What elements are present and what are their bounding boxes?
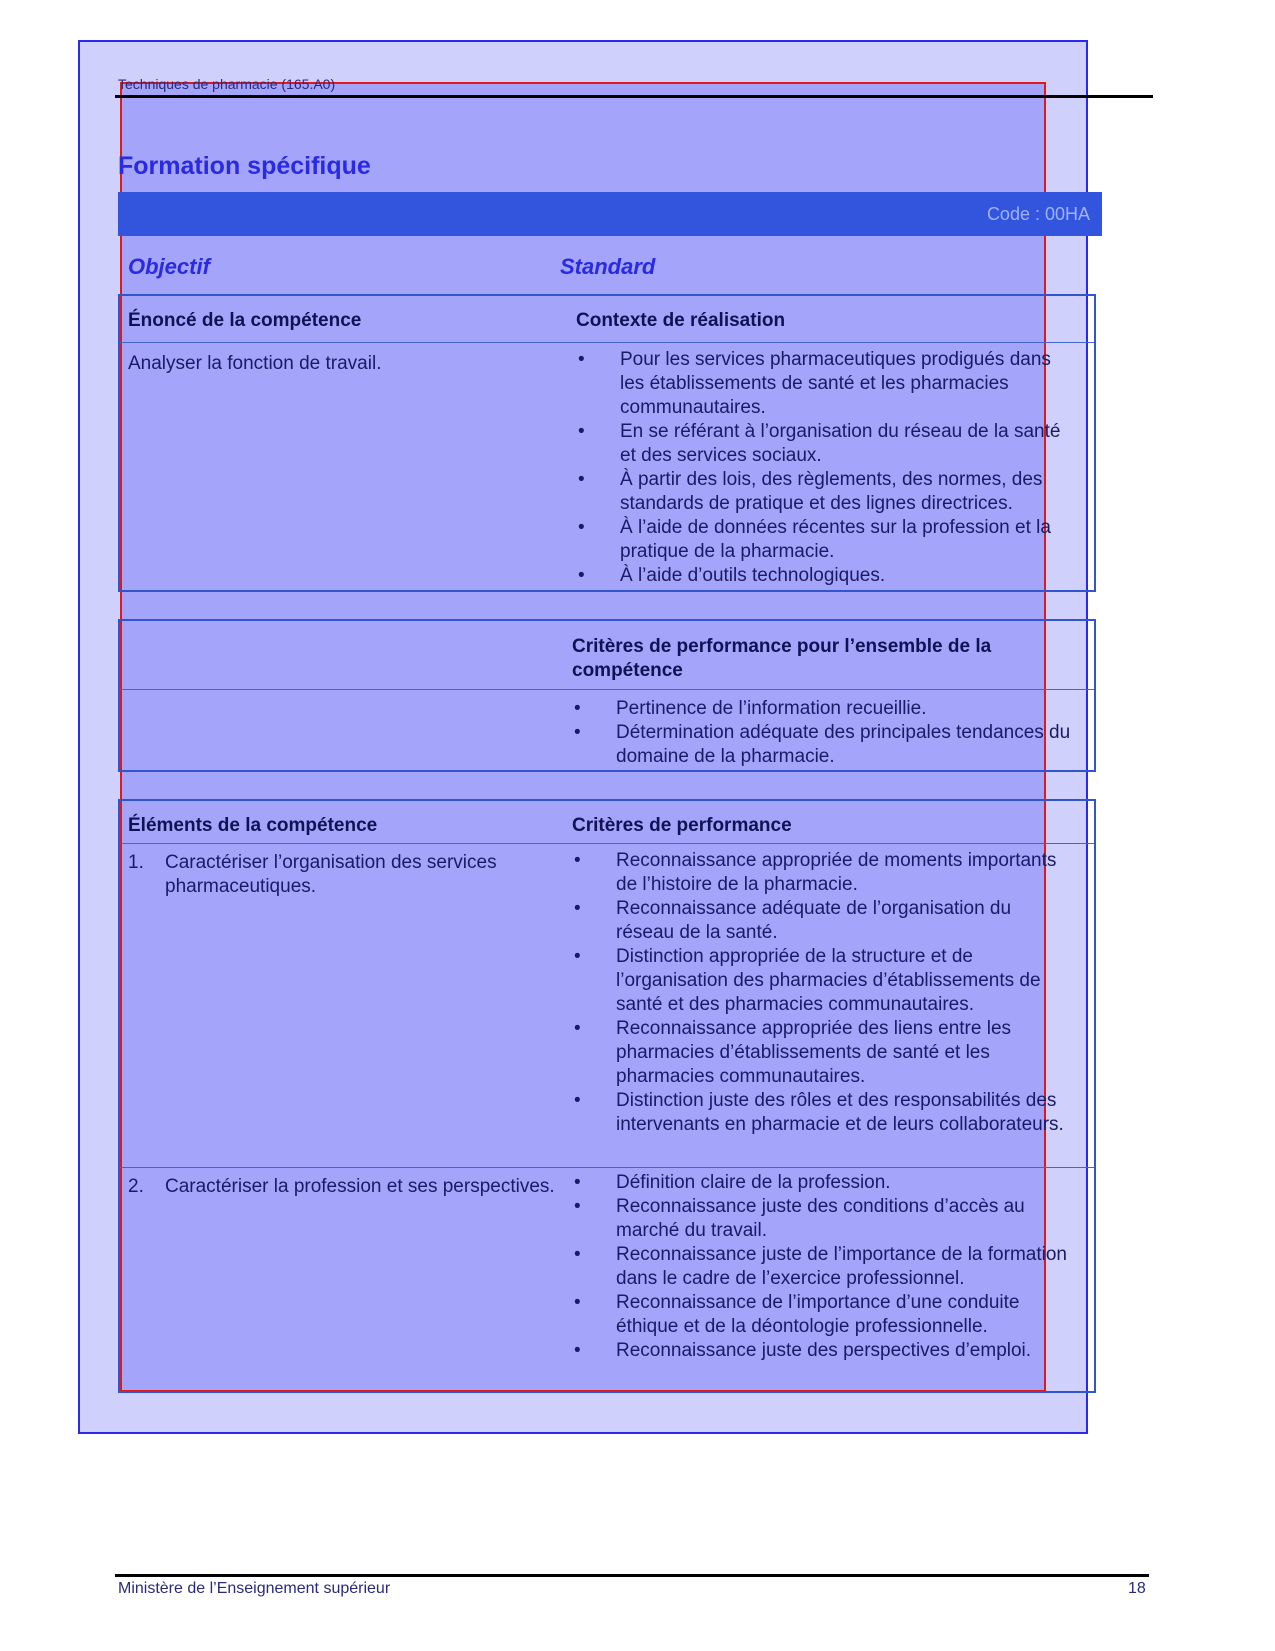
list-item: • Détermination adéquate des principales tendances du domaine de la pharmacie. xyxy=(572,721,1072,769)
list-item: • Distinction juste des rôles et des responsabilités des intervenants en pharmacie et de leurs collaborateurs. xyxy=(572,1089,1072,1137)
criteres-list-1 xyxy=(572,849,1072,1137)
footer-ministry: Ministère de l’Enseignement supérieur xyxy=(118,1580,391,1597)
ensemble-heading: Critères de performance pour l’ensemble de la compétence xyxy=(572,636,992,681)
list-item: • À l’aide d’outils technologiques. xyxy=(576,564,1076,588)
standard-heading: Standard xyxy=(560,254,656,279)
list-item: • Pertinence de l’information recueillie. xyxy=(572,697,1072,721)
element-item-1 xyxy=(128,851,565,899)
element-item-2 xyxy=(128,1175,565,1199)
list-item: • Reconnaissance juste de l’importance de la formation dans le cadre de l’exercice professionnel. xyxy=(572,1243,1072,1291)
elements-heading: Éléments de la compétence xyxy=(128,815,378,836)
element-text: Caractériser l’organisation des services pharmaceutiques. xyxy=(165,852,497,897)
footer-rule xyxy=(115,1574,1149,1577)
elements-table xyxy=(118,799,1096,1393)
list-item: • Reconnaissance appropriée des liens entre les pharmacies d’établissements de santé et les pharmacies communautaires. xyxy=(572,1017,1072,1089)
page-number: 18 xyxy=(1128,1580,1146,1597)
list-item: • Reconnaissance juste des perspectives d’emploi. xyxy=(572,1339,1072,1363)
list-item: • Reconnaissance juste des conditions d’accès au marché du travail. xyxy=(572,1195,1072,1243)
list-item: • Reconnaissance appropriée de moments importants de l’histoire de la pharmacie. xyxy=(572,849,1072,897)
list-item: • À partir des lois, des règlements, des normes, des standards de pratique et des lignes directrices. xyxy=(576,468,1076,516)
code-band xyxy=(118,192,1102,236)
list-item: • Pour les services pharmaceutiques prodigués dans les établissements de santé et les pharmacies communautaires. xyxy=(576,348,1076,420)
list-item: • En se référant à l’organisation du réseau de la santé et des services sociaux. xyxy=(576,420,1076,468)
page-title: Formation spécifique xyxy=(118,152,371,180)
list-item: • Distinction appropriée de la structure et de l’organisation des pharmacies d’établissements de santé et des pharmacies communautaires. xyxy=(572,945,1072,1017)
row-divider xyxy=(120,1167,1094,1168)
criteres-heading: Critères de performance xyxy=(572,815,792,836)
list-item: • À l’aide de données récentes sur la profession et la pratique de la pharmacie. xyxy=(576,516,1076,564)
list-item: • Reconnaissance de l’importance d’une conduite éthique et de la déontologie professionnelle. xyxy=(572,1291,1072,1339)
contexte-heading: Contexte de réalisation xyxy=(576,310,786,331)
ensemble-list xyxy=(572,697,1072,769)
competence-table xyxy=(118,294,1096,592)
row-divider xyxy=(120,342,1094,343)
element-number: 1. xyxy=(128,852,144,873)
element-number: 2. xyxy=(128,1176,144,1197)
enonce-heading: Énoncé de la compétence xyxy=(128,310,362,331)
code-label: Code : 00HA xyxy=(986,204,1090,224)
contexte-list xyxy=(576,348,1076,588)
header-rule xyxy=(115,95,1153,98)
criteres-list-2 xyxy=(572,1171,1072,1363)
row-divider xyxy=(120,689,1094,690)
element-text: Caractériser la profession et ses perspectives. xyxy=(165,1176,555,1197)
running-header: Techniques de pharmacie (165.A0) xyxy=(118,76,336,92)
row-divider xyxy=(120,843,1094,844)
enonce-text: Analyser la fonction de travail. xyxy=(128,353,382,374)
objectif-heading: Objectif xyxy=(128,254,210,279)
ensemble-table xyxy=(118,619,1096,772)
list-item: • Reconnaissance adéquate de l’organisation du réseau de la santé. xyxy=(572,897,1072,945)
list-item: • Définition claire de la profession. xyxy=(572,1171,1072,1195)
